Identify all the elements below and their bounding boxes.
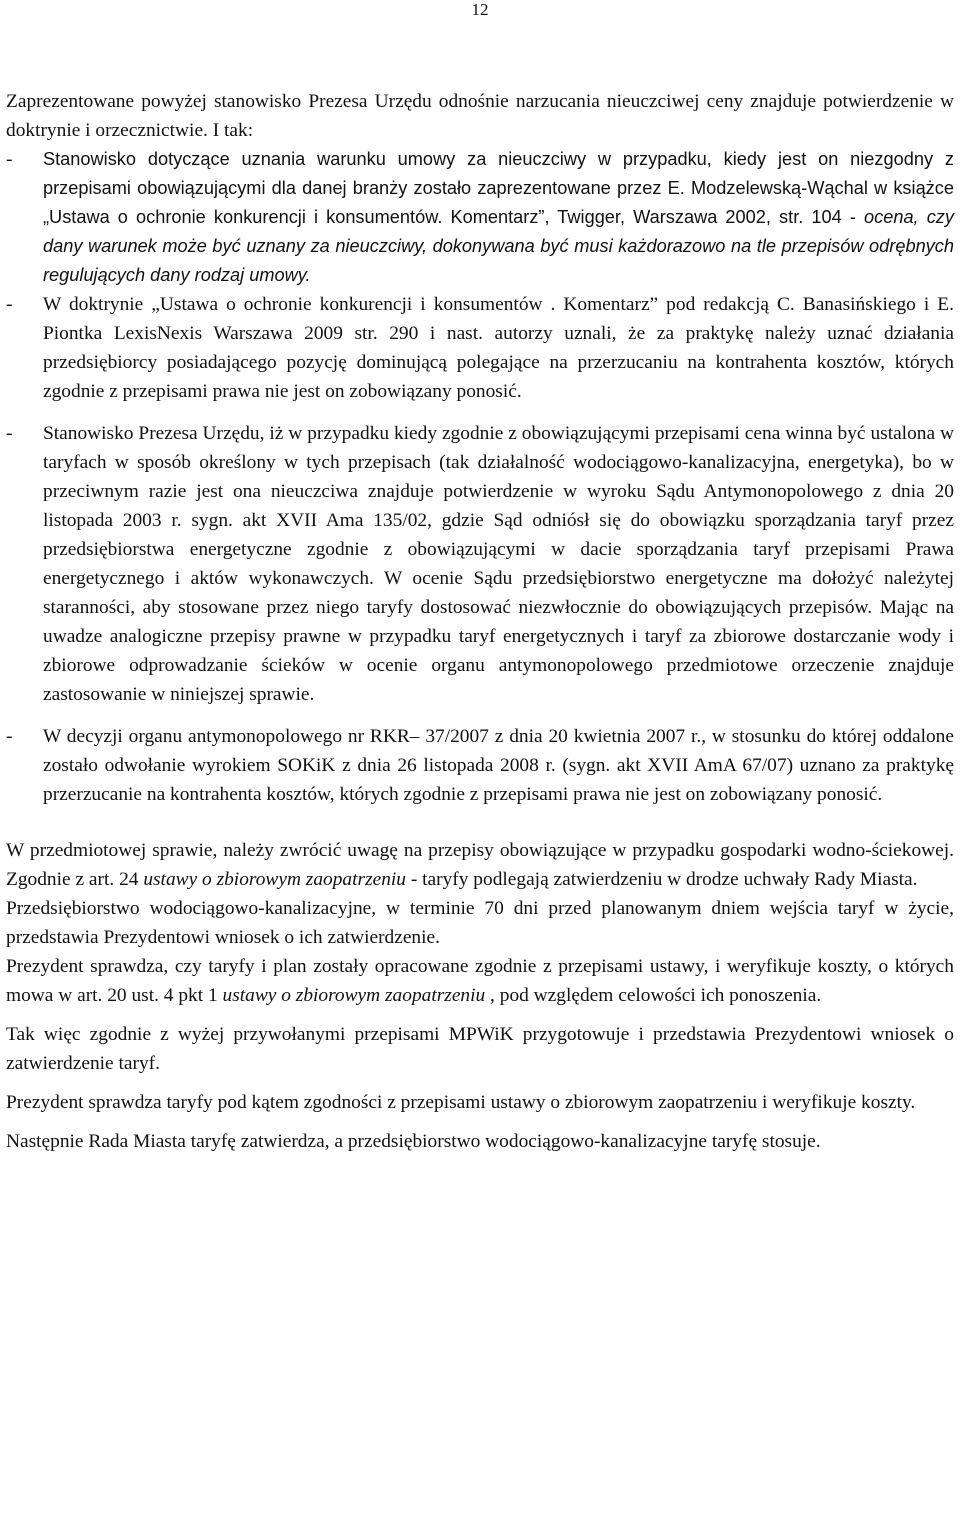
bullet-text: Stanowisko dotyczące uznania warunku umowy za nieuczciwy w przypadku, kiedy jest on niezgodny z przepisami obowiązującymi dla danej branży zostało zaprezentowane przez E. Modzelewską-Wąchal w książce „Ustawa o ochronie konkurencji i konsumentów. Komentarz”, Twigger, Warszawa 2002, str. 104 -: [43, 149, 954, 227]
bullet-dash: -: [6, 294, 13, 315]
bullet-quote: ocena, czy dany warunek może być uznany za nieuczciwy, dokonywana być musi każdorazowo na tle przepisów odrębnych regulujących dany rodzaj umowy.: [43, 207, 954, 285]
bullet-item-doctrine-commentary: [6, 290, 954, 406]
paragraph-president-review: [6, 952, 954, 1010]
paragraph-water-regulations: [6, 836, 954, 894]
paragraph-text: , pod względem celowości ich ponoszenia.: [485, 985, 822, 1006]
paragraph-company-application: Przedsiębiorstwo wodociągowo-kanalizacyjne, w terminie 70 dni przed planowanym dniem wejścia taryf w życie, przedstawia Prezydentowi wniosek o ich zatwierdzenie.: [6, 898, 954, 948]
paragraph-mpwik: Tak więc zgodnie z wyżej przywołanymi przepisami MPWiK przygotowuje i przedstawia Prezydentowi wniosek o zatwierdzenie taryf.: [6, 1024, 954, 1074]
page-number: 12: [471, 0, 489, 19]
bullet-text: W decyzji organu antymonopolowego nr RKR– 37/2007 z dnia 20 kwietnia 2007 r., w stosunku do której oddalone zostało odwołanie wyrokiem SOKiK z dnia 26 listopada 2008 r. (sygn. akt XVII AmA 67/07) uznano za praktykę przerzucanie na kontrahenta kosztów, których zgodnie z przepisami prawa nie jest on zobowiązany ponosić.: [43, 726, 954, 805]
paragraph-text: W przedmiotowej sprawie, należy zwrócić uwagę na przepisy obowiązujące w przypadku gospodarki wodno-ściekowej. Zgodnie z art. 24: [6, 840, 954, 890]
paragraph-president-checks: Prezydent sprawdza taryfy pod kątem zgodności z przepisami ustawy o zbiorowym zaopatrzeniu i weryfikuje koszty.: [6, 1092, 916, 1113]
bullet-item-doctrine-book: [6, 145, 954, 290]
bullet-text: W doktrynie „Ustawa o ochronie konkurencji i konsumentów . Komentarz” pod redakcją C. Banasińskiego i E. Piontka LexisNexis Warszawa 2009 str. 290 i nast. autorzy uznali, że za praktykę należy uznać działania przedsiębiorcy posiadającego pozycję dominującą polegające na przerzucaniu na kontrahenta kosztów, których zgodnie z przepisami prawa nie jest on zobowiązany ponosić.: [43, 294, 954, 402]
intro-paragraph: Zaprezentowane powyżej stanowisko Prezesa Urzędu odnośnie narzucania nieuczciwej ceny znajduje potwierdzenie w doktrynie i orzecznictwie. I tak:: [6, 91, 954, 141]
bullet-item-decision: [6, 722, 954, 809]
paragraph-text: Prezydent sprawdza, czy taryfy i plan zostały opracowane zgodnie z przepisami ustawy, i weryfikuje koszty, o których mowa w art. 20 ust. 4 pkt 1: [6, 956, 954, 1006]
bullet-dash: -: [6, 726, 13, 747]
statute-reference: ustawy o zbiorowym zaopatrzeniu: [143, 869, 406, 890]
paragraph-text: - taryfy podlegają zatwierdzeniu w drodze uchwały Rady Miasta.: [406, 869, 918, 890]
bullet-item-court-ruling: [6, 419, 954, 709]
paragraph-council-approval: Następnie Rada Miasta taryfę zatwierdza, a przedsiębiorstwo wodociągowo-kanalizacyjne taryfę stosuje.: [6, 1131, 821, 1152]
statute-reference: ustawy o zbiorowym zaopatrzeniu: [222, 985, 486, 1006]
bullet-text: Stanowisko Prezesa Urzędu, iż w przypadku kiedy zgodnie z obowiązującymi przepisami cena winna być ustalona w taryfach w sposób określony w tych przepisach (tak działalność wodociągowo-kanalizacyjna, energetyka), bo w przeciwnym razie jest ona nieuczciwa znajduje potwierdzenie w wyroku Sądu Antymonopolowego z dnia 20 listopada 2003 r. sygn. akt XVII Ama 135/02, gdzie Sąd odniósł się do obowiązku sporządzania taryf przez przedsiębiorstwa energetyczne zgodnie z obowiązującymi w dacie sporządzania taryf przepisami Prawa energetycznego i aktów wykonawczych. W ocenie Sądu przedsiębiorstwo energetyczne ma dołożyć należytej staranności, aby stosowane przez niego taryfy dostosować niezwłocznie do obowiązujących przepisów. Mając na uwadze analogiczne przepisy prawne w przypadku taryf energetycznych i taryf za zbiorowe dostarczanie wody i zbiorowe odprowadzanie ścieków w ocenie organu antymonopolowego przedmiotowe orzeczenie znajduje zastosowanie w niniejszej sprawie.: [43, 423, 954, 705]
bullet-dash: -: [6, 149, 13, 170]
bullet-dash: -: [6, 423, 13, 444]
